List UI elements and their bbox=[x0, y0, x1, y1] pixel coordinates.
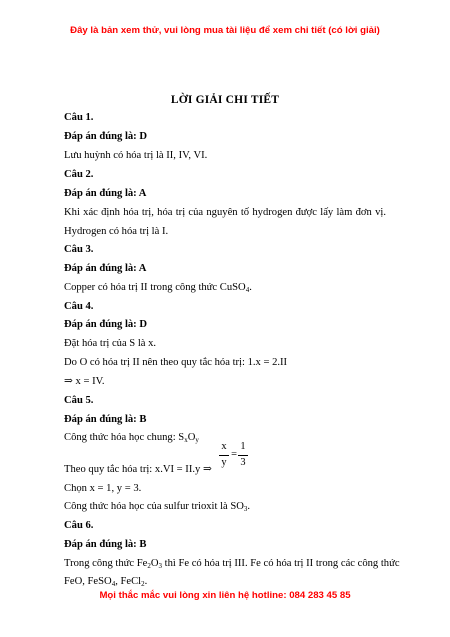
question-3-label: Câu 3. bbox=[64, 244, 94, 255]
fraction-right-numerator: 1 bbox=[240, 441, 246, 452]
question-6-answer: Đáp án đúng là: B bbox=[64, 539, 147, 550]
fraction-right-denominator: 3 bbox=[240, 457, 246, 468]
fraction-right-bar bbox=[238, 455, 248, 456]
question-6-explanation-line-1: Trong công thức $Fe_2O_3$ thì Fe có hóa trị III. Fe có hóa trị II trong các công thức bbox=[64, 558, 400, 570]
fraction-left-numerator: x bbox=[221, 441, 227, 452]
question-5-choice: Chọn x = 1, y = 3. bbox=[64, 483, 142, 494]
question-2-explanation-line-1: Khi xác định hóa trị, hóa trị của nguyên tố hydrogen được lấy làm đơn vị. bbox=[64, 207, 386, 218]
question-1-explanation: Lưu huỳnh có hóa trị là II, IV, VI. bbox=[64, 150, 208, 161]
question-2-answer: Đáp án đúng là: A bbox=[64, 188, 147, 199]
fraction-left-denominator: y bbox=[221, 457, 227, 468]
question-4-answer: Đáp án đúng là: D bbox=[64, 319, 148, 330]
question-6-explanation-line-2: FeO, FeSO$_4$, FeCl$_2$. bbox=[64, 576, 148, 588]
question-6-label: Câu 6. bbox=[64, 520, 94, 531]
preview-notice-banner: Đây là bản xem thử, vui lòng mua tài liệu để xem chi tiết (có lời giải) bbox=[70, 25, 380, 36]
question-5-answer: Đáp án đúng là: B bbox=[64, 414, 147, 425]
question-5-valence-rule: Theo quy tắc hóa trị: x.VI = II.y ⇒ bbox=[64, 464, 212, 475]
question-4-explanation-line-2: Do O có hóa trị II nên theo quy tắc hóa trị: 1.x = 2.II bbox=[64, 357, 288, 368]
question-1-answer: Đáp án đúng là: D bbox=[64, 131, 148, 142]
question-5-label: Câu 5. bbox=[64, 395, 94, 406]
fraction-left-bar bbox=[219, 455, 229, 456]
page-title: LỜI GIẢI CHI TIẾT bbox=[170, 94, 280, 106]
question-2-label: Câu 2. bbox=[64, 169, 94, 180]
question-4-label: Câu 4. bbox=[64, 301, 94, 312]
question-2-explanation-line-2: Hydrogen có hóa trị là I. bbox=[64, 226, 169, 237]
question-3-explanation: Copper có hóa trị II trong công thức CuSO$_4$. bbox=[64, 282, 252, 294]
fraction-equals: = bbox=[231, 449, 237, 460]
question-5-result: Công thức hóa học của sulfur trioxit là $SO_3$. bbox=[64, 501, 251, 513]
question-3-answer: Đáp án đúng là: A bbox=[64, 263, 147, 274]
question-4-explanation-line-3: ⇒ x = IV. bbox=[64, 376, 105, 387]
question-4-explanation-line-1: Đặt hóa trị của S là x. bbox=[64, 338, 157, 349]
question-5-general-formula: Công thức hóa học chung: $S_xO_y$ bbox=[64, 432, 199, 444]
question-1-label: Câu 1. bbox=[64, 112, 94, 123]
hotline-footer-banner: Mọi thắc mắc vui lòng xin liên hệ hotline: 084 283 45 85 bbox=[99, 590, 351, 601]
